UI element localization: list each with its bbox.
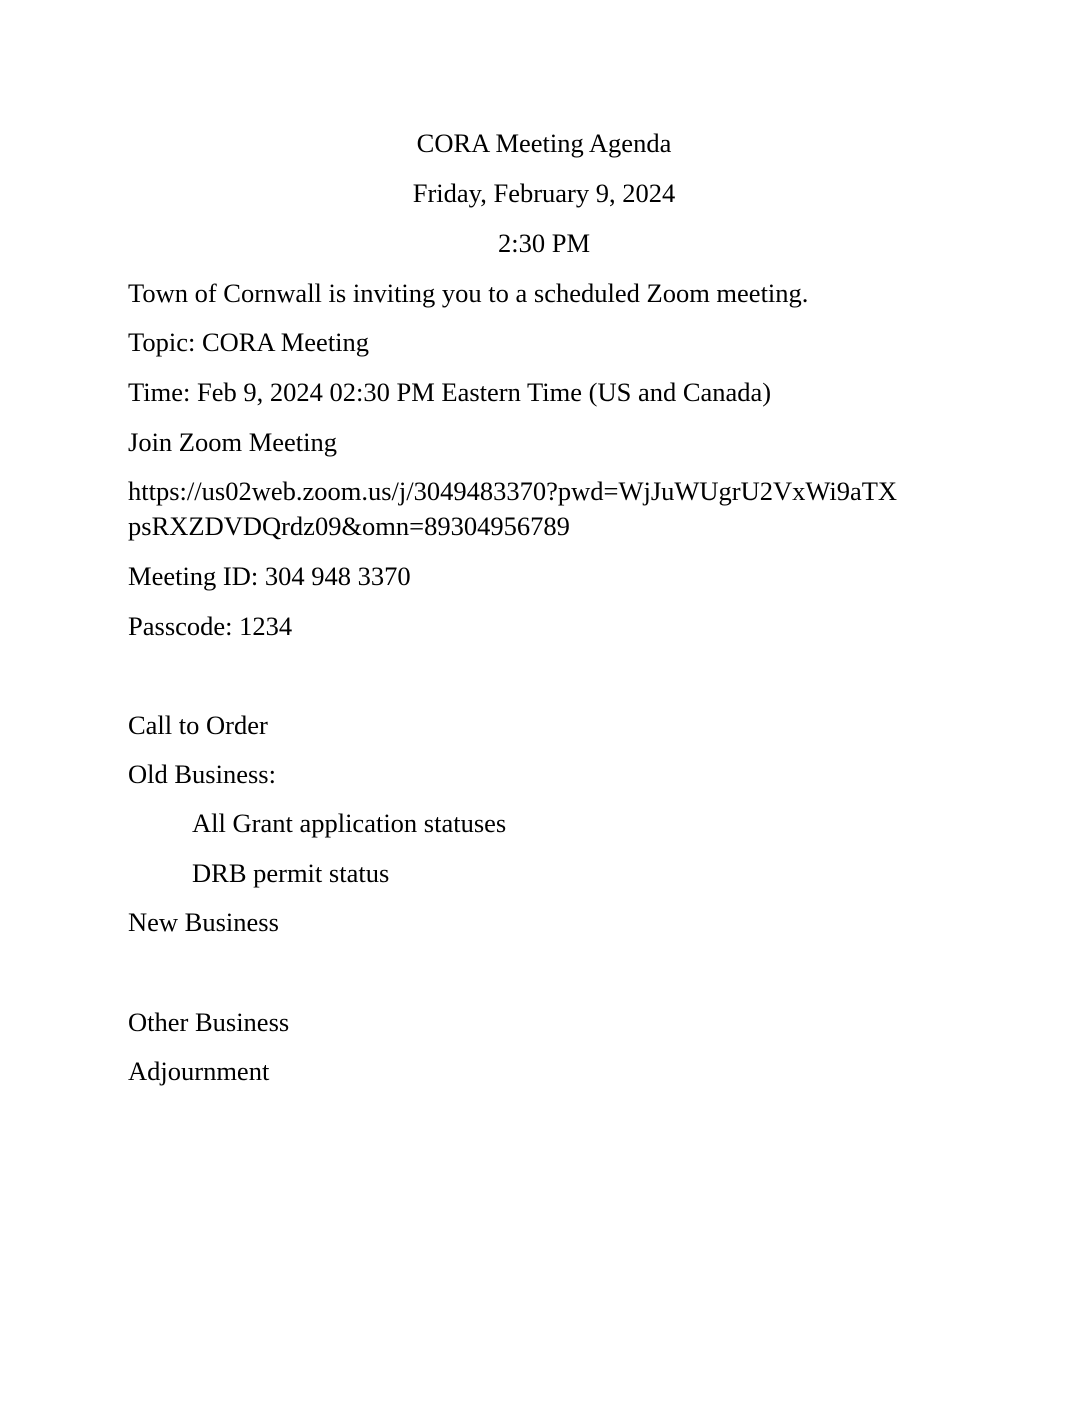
passcode: Passcode: 1234 xyxy=(128,611,293,641)
old-business-item: All Grant application statuses xyxy=(192,808,507,838)
meeting-id: Meeting ID: 304 948 3370 xyxy=(128,561,411,591)
meeting-date: Friday, February 9, 2024 xyxy=(412,178,676,208)
agenda-item-other-business: Other Business xyxy=(128,1007,290,1037)
invite-topic: Topic: CORA Meeting xyxy=(128,327,370,357)
zoom-url-line-2[interactable]: psRXZDVDQrdz09&omn=89304956789 xyxy=(128,511,570,541)
invite-intro: Town of Cornwall is inviting you to a scheduled Zoom meeting. xyxy=(128,278,809,308)
join-zoom-label: Join Zoom Meeting xyxy=(128,427,338,457)
meeting-time: 2:30 PM xyxy=(497,228,591,258)
agenda-item-new-business: New Business xyxy=(128,907,279,937)
agenda-item-adjournment: Adjournment xyxy=(128,1056,270,1086)
agenda-title: CORA Meeting Agenda xyxy=(416,128,672,158)
zoom-url-line-1[interactable]: https://us02web.zoom.us/j/3049483370?pwd=WjJuWUgrU2VxWi9aTX xyxy=(128,476,898,506)
old-business-item: DRB permit status xyxy=(192,858,390,888)
agenda-item-call-to-order: Call to Order xyxy=(128,710,268,740)
agenda-item-old-business: Old Business: xyxy=(128,759,276,789)
invite-time: Time: Feb 9, 2024 02:30 PM Eastern Time (US and Canada) xyxy=(128,377,772,407)
